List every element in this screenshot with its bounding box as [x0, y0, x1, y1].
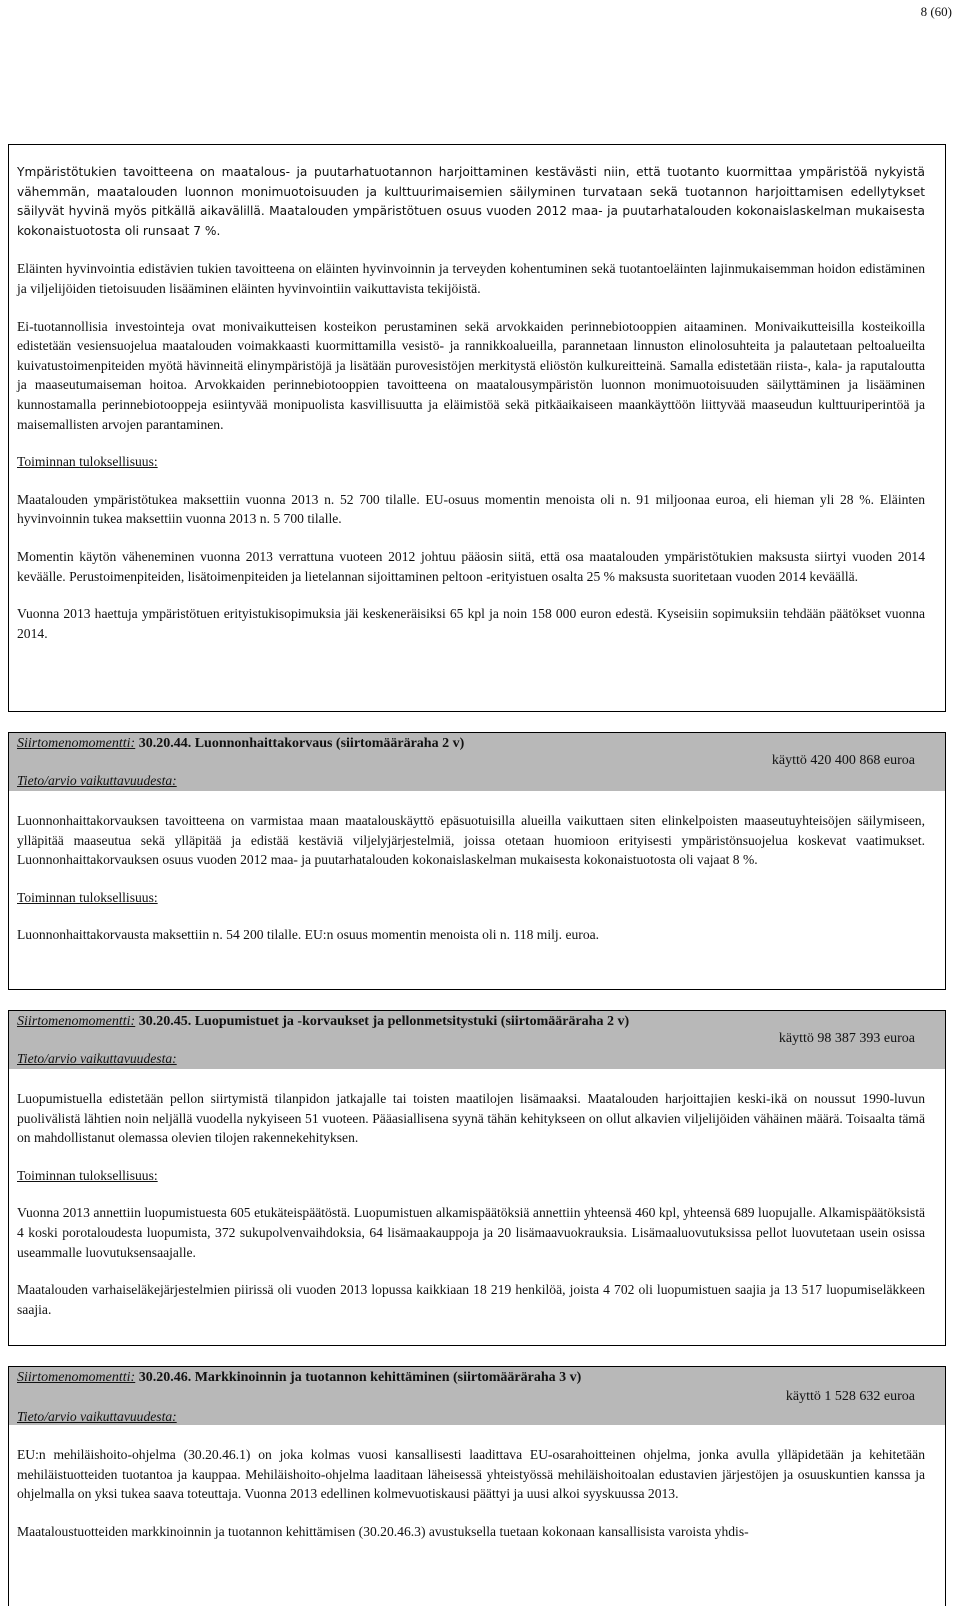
section-heading: 30.20.46. Markkinoinnin ja tuotannon kehittäminen (siirtomääräraha 3 v)	[138, 1370, 582, 1385]
section-label: Siirtomenomomentti:	[17, 1370, 136, 1385]
intro-paragraph-3: Ei-tuotannollisia investointeja ovat monivaikutteisen kosteikon perustaminen sekä arvokkaiden perinnebiotooppien aitaaminen. Monivaikutteisilla kosteikoilla edistetään vesiensuojelua maatalouden voimakkaasti kuormittamilla vesistö- ja rannikkoalueilla, parannetaan linnuston elinolosuhteita ja palautetaan peltoalueilta kuivatustoimenpiteiden myötä hävinneitä elinympäristöjä ja lisätään purovesistöjen merkitystä eliöstön kulkureitteinä. Samalla edistetään riista-, kala- ja raputaloutta ja maaseutumaiseman hoitoa. Arvokkaiden perinnebiotooppien tavoitteena on maatalousympäristön luonnon monimuotoisuuden säilyttäminen ja lisääminen kunnostamalla perinnebiotooppeja esiintyvää monipuolista kasvillisuutta ja eläimistöä sekä pitkäaikaiseen maankäyttöön liittyvää maaseudun kulttuuriperintöä ja maisemallisten arvojen parantaminen.	[17, 318, 925, 432]
intro-paragraph-4: Maatalouden ympäristötukea maksettiin vuonna 2013 n. 52 700 tilalle. EU-osuus momentin menoista oli n. 91 miljoonaa euroa, eli hieman yli 28 %. Eläinten hyvinvoinnin tukea maksettiin vuonna 2013 n. 5 700 tilalle.	[17, 491, 925, 527]
section-header	[9, 733, 945, 791]
usage-amount: käyttö 1 528 632 euroa	[785, 1389, 915, 1404]
section-paragraph-1: Luopumistuella edistetään pellon siirtymistä tilanpidon jatkajalle tai toisten maatilojen lisämaaksi. Maatalouden harjoittajien keski-ikä on noussut 1990-luvun puolivälistä lähtien noin neljällä vuodella nykyiseen 51 vuoteen. Pääasiallisena syynä tähän kehitykseen on ollut alkavien viljelijöiden vähäinen määrä. Toisaalta tämä on mahdollistanut olemassa olevien tilojen rakennekehityksen.	[17, 1091, 925, 1146]
section-header	[9, 1011, 945, 1069]
section-paragraph-1: Luonnonhaittakorvauksen tavoitteena on varmistaa maan maatalouskäyttö epäsuotuisilla alueilla vaikuttaen siten elinkelpoisten maaseutuyhteisöjen säilymiseen, ylläpitää maaseutua sekä ylläpitää ja edistää kestäviä viljelyjärjestelmiä, joissa otetaan huomioon erityisesti ympäristönsuojelua koskevat vaatimukset. Luonnonhaittakorvauksen osuus vuoden 2012 maa- ja puutarhatalouden kokonaislaskelman mukaisesta kokonaistuotosta oli vajaat 8 %.	[17, 813, 925, 868]
section-label: Siirtomenomomentti:	[17, 1014, 136, 1029]
section-title	[17, 1370, 915, 1386]
tuloksellisuus-label: Toiminnan tuloksellisuus:	[17, 454, 158, 470]
intro-section	[8, 144, 946, 712]
intro-paragraph-2: Eläinten hyvinvointia edistävien tukien tavoitteena on eläinten hyvinvoinnin ja terveyden kohentuminen sekä tuotantoeläinten lajinmukaisemman hoidon edistäminen ja viljelijöiden tietoisuuden lisääminen eläinten hyvinvointiin vaikuttavista tekijöistä.	[17, 261, 925, 296]
intro-paragraph-5: Momentin käytön väheneminen vuonna 2013 verrattuna vuoteen 2012 johtuu pääosin siitä, että osa maatalouden ympäristötukien maksusta siirtyi vuoden 2014 keväälle. Perustoimenpiteiden, lisätoimenpiteiden ja lietelannan sijoittaminen peltoon -erityistuen osalta 25 % maksusta suoritetaan vuoden 2014 keväällä.	[17, 548, 925, 584]
intro-paragraph-1: Ympäristötukien tavoitteena on maatalous- ja puutarhatuotannon harjoittaminen kestävästi niin, että tuotanto kuormittaa ympäristöä nykyistä vähemmän, maatalouden luonnon monimuotoisuuden ja kulttuurimaisemien säilyminen turvataan sekä tuotannon harjoittamisen edellytykset säilyvät hyvinä myös pitkällä aikavälillä. Maatalouden ympäristötuen osuus vuoden 2012 maa- ja puutarhatalouden kokonaislaskelman mukaisesta kokonaistuotosta oli runsaat 7 %.	[17, 165, 925, 238]
section-paragraph-2: Luonnonhaittakorvausta maksettiin n. 54 200 tilalle. EU:n osuus momentin menoista oli n. 118 milj. euroa.	[17, 927, 600, 943]
tuloksellisuus-label: Toiminnan tuloksellisuus:	[17, 1167, 158, 1183]
section-30-20-44	[8, 732, 946, 990]
section-heading: 30.20.44. Luonnonhaittakorvaus (siirtomääräraha 2 v)	[138, 736, 465, 751]
section-heading: 30.20.45. Luopumistuet ja -korvaukset ja pellonmetsitystuki (siirtomääräraha 2 v)	[138, 1014, 630, 1029]
section-title	[17, 736, 915, 752]
usage-amount: käyttö 420 400 868 euroa	[771, 753, 915, 768]
section-30-20-46	[8, 1366, 946, 1606]
impact-label: Tieto/arvio vaikuttavuudesta:	[17, 1051, 177, 1066]
intro-paragraph-6: Vuonna 2013 haettuja ympäristötuen erityistukisopimuksia jäi keskeneräisiksi 65 kpl ja noin 158 000 euron edestä. Kyseisiin sopimuksiin tehdään päätökset vuonna 2014.	[17, 606, 925, 641]
section-title	[17, 1014, 915, 1030]
section-30-20-45	[8, 1010, 946, 1346]
section-paragraph-2: Maataloustuotteiden markkinoinnin ja tuotannon kehittämisen (30.20.46.3) avustuksella tuetaan kokonaan kansallisista varoista yhdis-	[17, 1523, 749, 1539]
impact-label: Tieto/arvio vaikuttavuudesta:	[17, 773, 177, 788]
page-number: 8 (60)	[920, 4, 952, 19]
section-paragraph-1: EU:n mehiläishoito-ohjelma (30.20.46.1) on joka kolmas vuosi kansallisesti laadittava EU-osarahoitteinen ohjelma, jonka avulla ylläpidetään ja kehitetään mehiläistuotteiden tuotantoa ja kauppaa. Mehiläishoito-ohjelma laaditaan läheisessä yhteistyössä mehiläishoitoalan edustavien järjestöjen ja osuuskuntien kanssa ja ohjelmalla on yksi tukea saava toteuttaja. Vuonna 2013 edellinen kolmevuotiskausi päättyi ja uusi alkoi syyskuussa 2013.	[17, 1447, 925, 1502]
usage-amount: käyttö 98 387 393 euroa	[778, 1031, 915, 1046]
section-paragraph-3: Maatalouden varhaiseläkejärjestelmien piirissä oli vuoden 2013 lopussa kaikkiaan 18 219 henkilöä, joista 4 702 oli luopumistuen saajia ja 13 517 luopumiseläkkeen saajia.	[17, 1282, 925, 1317]
section-paragraph-2: Vuonna 2013 annettiin luopumistuesta 605 etukäteispäätöstä. Luopumistuen alkamispäätöksiä annettiin yhteensä 460 kpl, yhteensä 689 luopujalle. Alkamispäätöksistä 4 koski porotaloudesta luopumista, 372 sukupolvenvaihdoksia, 64 lisämaakauppoja ja 20 lisämaavuokrauksia. Lisämaaluovutuksissa pellot luovutetaan usein osissa useammalle luovutuksensaajalle.	[17, 1205, 925, 1260]
tuloksellisuus-label: Toiminnan tuloksellisuus:	[17, 889, 158, 905]
section-label: Siirtomenomomentti:	[17, 736, 136, 751]
section-header	[9, 1367, 945, 1425]
impact-label: Tieto/arvio vaikuttavuudesta:	[17, 1409, 177, 1424]
